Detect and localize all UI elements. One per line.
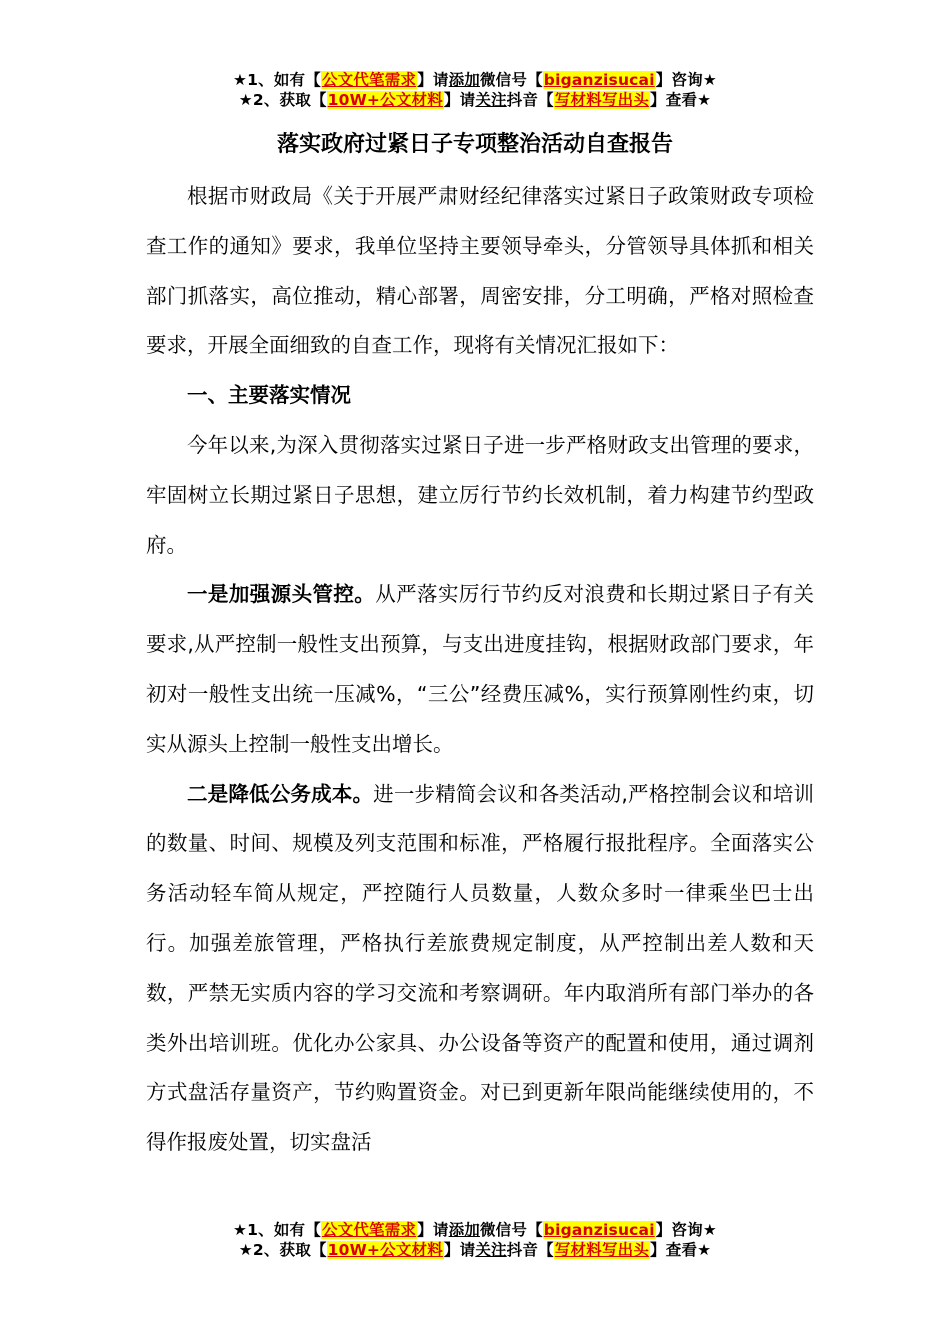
promo-emphasis: 添加	[448, 71, 480, 89]
promo-line-1	[0, 70, 950, 90]
promo-text: 】查看★	[650, 1241, 712, 1259]
intro-paragraph: 根据市财政局《关于开展严肃财经纪律落实过紧日子政策财政专项检查工作的通知》要求，我单位坚持主要领导牵头，分管领导具体抓和相关部门抓落实，高位推动，精心部署，周密安排，分工明确，严格对照检查要求，开展全面细致的自查工作，现将有关情况汇报如下：	[146, 184, 814, 358]
promo-text: 1、如有【	[247, 71, 321, 89]
promo-emphasis: 添加	[448, 1221, 480, 1239]
promo-highlight-materials: 10W+公文材料	[327, 91, 443, 109]
promo-text: 微信号【	[479, 1221, 543, 1239]
document-body	[146, 172, 814, 1168]
section-paragraph: 今年以来,为深入贯彻落实过紧日子进一步严格财政支出管理的要求，牢固树立长期过紧日子思想，建立厉行节约长效机制，着力构建节约型政府。	[146, 432, 814, 557]
promo-text: 抖音【	[506, 91, 554, 109]
promo-banner-top	[0, 70, 950, 110]
item-paragraph-1	[146, 570, 814, 769]
promo-highlight-douyin: 写材料写出头	[554, 91, 650, 109]
promo-highlight-douyin: 写材料写出头	[554, 1241, 650, 1259]
star-icon: ★	[233, 1221, 248, 1239]
section-heading: 一、主要落实情况	[187, 383, 351, 408]
promo-text: 2、获取【	[252, 1241, 327, 1259]
promo-highlight-service: 公文代笔需求	[321, 71, 417, 89]
promo-emphasis: 关注	[475, 91, 507, 109]
promo-line-1	[0, 1220, 950, 1240]
promo-text: 1、如有【	[247, 1221, 321, 1239]
item-text-2: 进一步精简会议和各类活动,严格控制会议和培训的数量、时间、规模及列支范围和标准，严格履行报批程序。全面落实公务活动轻车简从规定，严控随行人员数量，人数众多时一律乘坐巴士出行。加强差旅管理，严格执行差旅费规定制度，从严控制出差人数和天数，严禁无实质内容的学习交流和考察调研。年内取消所有部门举办的各类外出培训班。优化办公家具、办公设备等资产的配置和使用，通过调剂方式盘活存量资产，节约购置资金。对已到更新年限尚能继续使用的，不得作报废处置，切实盘活	[146, 781, 815, 1155]
promo-text: 】请	[417, 71, 449, 89]
promo-text: 2、获取【	[252, 91, 327, 109]
star-icon: ★	[233, 71, 248, 89]
promo-highlight-materials: 10W+公文材料	[327, 1241, 443, 1259]
item-text-1: 从严落实厉行节约反对浪费和长期过紧日子有关要求,从严控制一般性支出预算，与支出进度挂钩，根据财政部门要求，年初对一般性支出统一压减%，“三公”经费压减%，实行预算刚性约束，切实从源头上控制一般性支出增长。	[146, 582, 815, 756]
star-icon: ★	[238, 91, 253, 109]
promo-text: 微信号【	[479, 71, 543, 89]
promo-line-2	[0, 1240, 950, 1260]
promo-highlight-service: 公文代笔需求	[321, 1221, 417, 1239]
promo-highlight-wechat: biganzisucai	[543, 71, 655, 89]
promo-text: 】请	[443, 91, 476, 109]
promo-line-2	[0, 90, 950, 110]
promo-text: 】请	[417, 1221, 449, 1239]
promo-highlight-wechat: biganzisucai	[543, 1221, 655, 1239]
star-icon: ★	[238, 1241, 253, 1259]
promo-text: 】咨询★	[655, 71, 717, 89]
promo-text: 】查看★	[650, 91, 712, 109]
promo-text: 抖音【	[506, 1241, 554, 1259]
item-lead-1: 一是加强源头管控。	[187, 582, 376, 607]
promo-banner-bottom	[0, 1220, 950, 1260]
item-lead-2: 二是降低公务成本。	[187, 781, 374, 806]
promo-text: 】咨询★	[655, 1221, 717, 1239]
promo-emphasis: 关注	[475, 1241, 507, 1259]
document-title: 落实政府过紧日子专项整治活动自查报告	[276, 132, 673, 157]
promo-text: 】请	[443, 1241, 476, 1259]
item-paragraph-2	[146, 770, 814, 1168]
